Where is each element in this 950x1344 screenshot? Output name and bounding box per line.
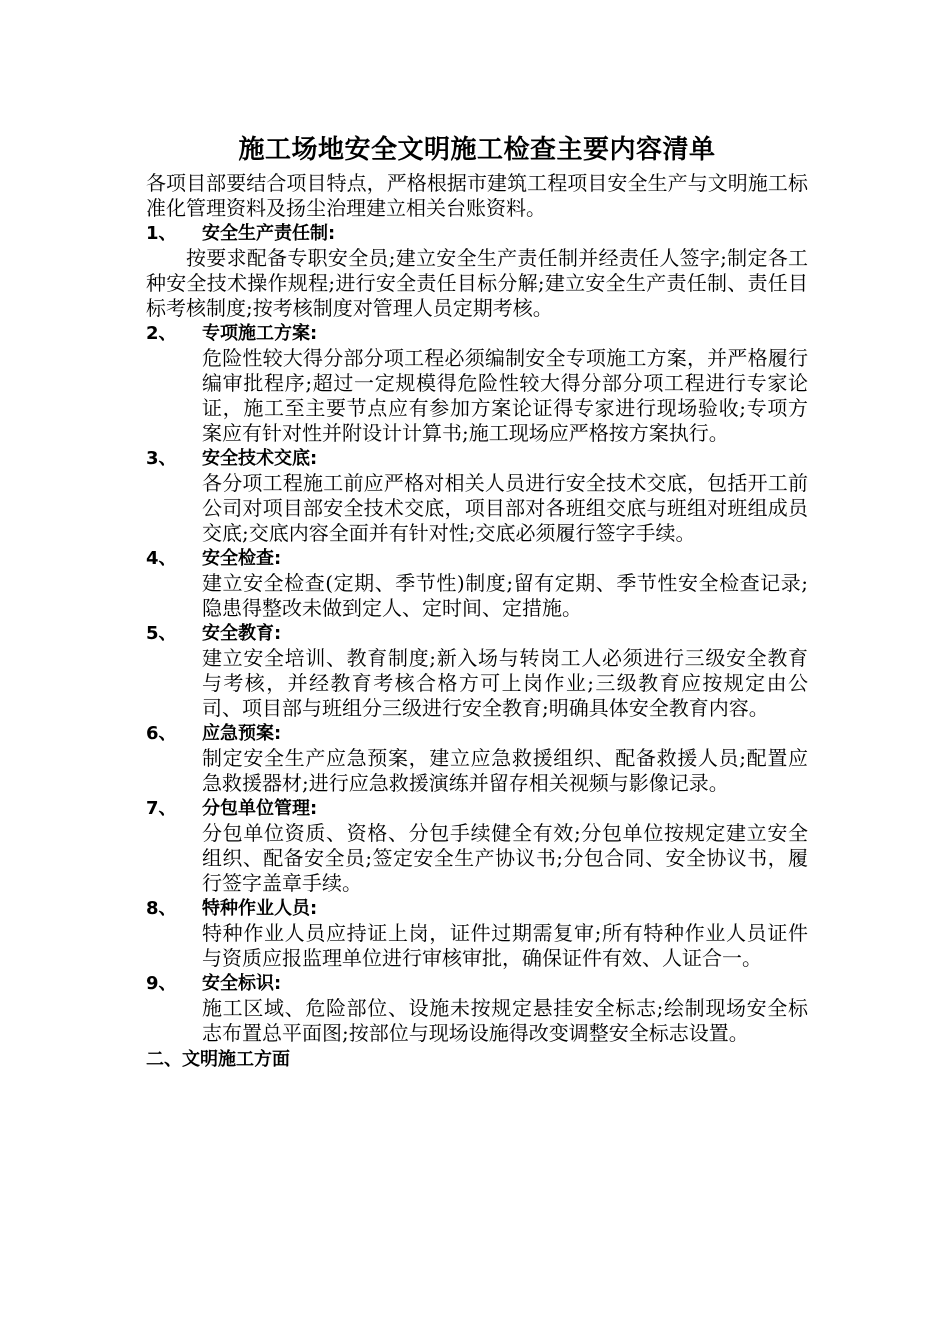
- section-heading-2: 二、文明施工方面: [146, 1049, 290, 1070]
- item-body: 特种作业人员应持证上岗，证件过期需复审;所有特种作业人员证件与资质应报监理单位进行审核审批，确保证件有效、人证合一。: [202, 921, 808, 970]
- item-title: 安全标识:: [202, 973, 282, 994]
- item-number: 1、: [146, 223, 177, 244]
- list-item-9: [146, 971, 808, 1046]
- list-item-2: [146, 321, 808, 446]
- list-item-4: [146, 546, 808, 621]
- item-number: 8、: [146, 898, 177, 919]
- item-number: 2、: [146, 323, 177, 344]
- item-body: 施工区域、危险部位、设施未按规定悬挂安全标志;绘制现场安全标志布置总平面图;按部位与现场设施得改变调整安全标志设置。: [202, 996, 808, 1045]
- item-heading: [146, 721, 808, 746]
- item-heading: [146, 446, 808, 471]
- item-number: 3、: [146, 448, 177, 469]
- list-item-1: [146, 221, 808, 321]
- item-title: 分包单位管理:: [202, 798, 318, 819]
- item-number: 6、: [146, 723, 177, 744]
- item-heading: [146, 971, 808, 996]
- item-title: 应急预案:: [202, 723, 282, 744]
- item-heading: [146, 546, 808, 571]
- list-item-6: [146, 721, 808, 796]
- item-heading: [146, 321, 808, 346]
- list-item-3: [146, 446, 808, 546]
- document-title: 施工场地安全文明施工检查主要内容清单: [238, 135, 716, 165]
- item-body: 危险性较大得分部分项工程必须编制安全专项施工方案，并严格履行编审批程序;超过一定规模得危险性较大得分部分项工程进行专家论证，施工至主要节点应有参加方案论证得专家进行现场验收;专项方案应有针对性并附设计计算书;施工现场应严格按方案执行。: [202, 346, 808, 445]
- list-item-7: [146, 796, 808, 896]
- item-number: 4、: [146, 548, 177, 569]
- intro-paragraph: 各项目部要结合项目特点，严格根据市建筑工程项目安全生产与文明施工标准化管理资料及扬尘治理建立相关台账资料。: [146, 171, 808, 220]
- item-title: 专项施工方案:: [202, 323, 318, 344]
- item-title: 安全生产责任制:: [202, 223, 336, 244]
- item-body: 建立安全检查(定期、季节性)制度;留有定期、季节性安全检查记录;隐患得整改未做到定人、定时间、定措施。: [202, 571, 808, 620]
- item-body: 各分项工程施工前应严格对相关人员进行安全技术交底，包括开工前公司对项目部安全技术交底，项目部对各班组交底与班组对班组成员交底;交底内容全面并有针对性;交底必须履行签字手续。: [202, 471, 808, 545]
- item-number: 9、: [146, 973, 177, 994]
- item-body: 按要求配备专职安全员;建立安全生产责任制并经责任人签字;制定各工种安全技术操作规程;进行安全责任目标分解;建立安全生产责任制、责任目标考核制度;按考核制度对管理人员定期考核。: [146, 246, 808, 320]
- item-title: 安全技术交底:: [202, 448, 318, 469]
- item-title: 安全检查:: [202, 548, 282, 569]
- item-heading: [146, 221, 808, 246]
- item-body: 制定安全生产应急预案，建立应急救援组织、配备救援人员;配置应急救援器材;进行应急救援演练并留存相关视频与影像记录。: [202, 746, 808, 795]
- item-title: 特种作业人员:: [202, 898, 318, 919]
- item-number: 5、: [146, 623, 177, 644]
- item-heading: [146, 796, 808, 821]
- item-title: 安全教育:: [202, 623, 282, 644]
- list-item-5: [146, 621, 808, 721]
- item-heading: [146, 896, 808, 921]
- item-number: 7、: [146, 798, 177, 819]
- item-body: 分包单位资质、资格、分包手续健全有效;分包单位按规定建立安全组织、配备安全员;签定安全生产协议书;分包合同、安全协议书，履行签字盖章手续。: [202, 821, 808, 895]
- item-heading: [146, 621, 808, 646]
- document-page: [146, 133, 808, 1073]
- item-body: 建立安全培训、教育制度;新入场与转岗工人必须进行三级安全教育与考核，并经教育考核合格方可上岗作业;三级教育应按规定由公司、项目部与班组分三级进行安全教育;明确具体安全教育内容。: [202, 646, 808, 720]
- list-item-8: [146, 896, 808, 971]
